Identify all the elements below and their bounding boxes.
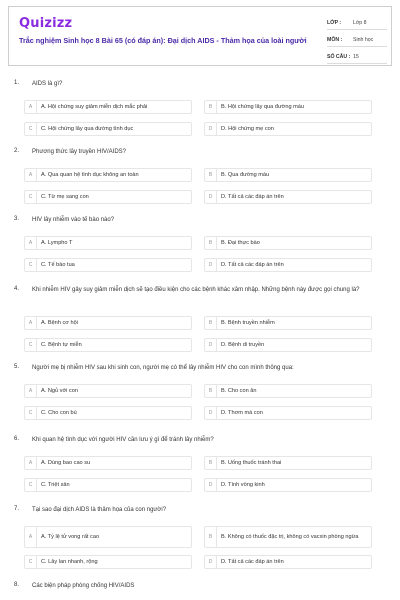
- option-text: A. Hội chứng suy giảm miễn dịch mắc phải: [41, 103, 148, 110]
- option-letter: A: [25, 169, 37, 181]
- option-d[interactable]: [204, 122, 372, 136]
- option-a[interactable]: [24, 316, 192, 330]
- option-text: B. Đại thực bào: [221, 239, 260, 246]
- option-c[interactable]: [24, 406, 192, 420]
- option-text: D. Thơm má con: [221, 409, 263, 416]
- option-c[interactable]: [24, 258, 192, 272]
- option-letter: D: [205, 556, 217, 568]
- question-header: [14, 506, 384, 515]
- option-text: A. Tỷ lệ tử vong rất cao: [41, 533, 100, 540]
- option-c[interactable]: [24, 122, 192, 136]
- question-number: 4.: [14, 286, 20, 292]
- option-letter: C: [25, 123, 37, 135]
- option-letter: A: [25, 101, 37, 113]
- option-letter: D: [205, 407, 217, 419]
- option-text: D. Tất cả các đáp án trên: [221, 558, 284, 565]
- option-text: D. Bệnh di truyền: [221, 341, 265, 348]
- option-c[interactable]: [24, 190, 192, 204]
- option-letter: D: [205, 259, 217, 271]
- meta-subject: [327, 33, 387, 47]
- option-c[interactable]: [24, 555, 192, 569]
- option-letter: B: [205, 385, 217, 397]
- option-letter: C: [25, 339, 37, 351]
- option-text: D. Tính vòng kinh: [221, 481, 265, 488]
- quiz-header: [8, 6, 392, 66]
- meta-count: [327, 50, 387, 64]
- option-letter: B: [205, 237, 217, 249]
- option-letter: B: [205, 457, 217, 469]
- option-letter: B: [205, 527, 217, 547]
- option-text: D. Tất cả các đáp án trên: [221, 261, 284, 268]
- option-a[interactable]: [24, 384, 192, 398]
- option-text: C. Triệt sản: [41, 481, 70, 488]
- option-letter: A: [25, 385, 37, 397]
- option-a[interactable]: [24, 526, 192, 548]
- question-number: 6.: [14, 436, 20, 442]
- option-b[interactable]: [204, 526, 372, 548]
- meta-count-value: 15: [353, 53, 359, 60]
- option-text: B. Qua đường máu: [221, 171, 270, 178]
- question-number: 3.: [14, 216, 20, 222]
- option-d[interactable]: [204, 555, 372, 569]
- option-letter: B: [205, 169, 217, 181]
- question-number: 1.: [14, 80, 20, 86]
- option-text: B. Cho con ăn: [221, 387, 257, 394]
- question-number: 5.: [14, 364, 20, 370]
- option-d[interactable]: [204, 406, 372, 420]
- question-text: Các biện pháp phòng chống HIV/AIDS: [32, 583, 135, 589]
- option-text: C. Từ mẹ sang con: [41, 193, 89, 200]
- question-header: [14, 582, 384, 591]
- question-text: Phương thức lây truyền HIV/AIDS?: [32, 149, 127, 155]
- option-b[interactable]: [204, 168, 372, 182]
- option-letter: B: [205, 317, 217, 329]
- option-text: C. Cho con bú: [41, 409, 77, 416]
- option-text: A. Ngủ với con: [41, 387, 78, 394]
- option-text: A. Lympho T: [41, 239, 73, 246]
- option-letter: C: [25, 556, 37, 568]
- option-letter: D: [205, 339, 217, 351]
- question-header: [14, 286, 384, 295]
- question-text: HIV lây nhiễm vào tế bào nào?: [32, 217, 115, 223]
- question-header: [14, 436, 384, 445]
- option-text: C. Lây lan nhanh, rộng: [41, 558, 98, 565]
- meta-grade-label: LỚP :: [327, 19, 342, 26]
- option-b[interactable]: [204, 384, 372, 398]
- option-text: B. Không có thuốc đặc trị, không có vacxin phòng ngừa: [221, 533, 359, 540]
- option-letter: D: [205, 191, 217, 203]
- option-text: C. Hội chứng lây qua đường tình dục: [41, 125, 134, 132]
- option-a[interactable]: [24, 236, 192, 250]
- option-b[interactable]: [204, 100, 372, 114]
- option-b[interactable]: [204, 236, 372, 250]
- option-letter: C: [25, 191, 37, 203]
- option-letter: C: [25, 479, 37, 491]
- option-text: A. Qua quan hệ tình dục không an toàn: [41, 171, 139, 178]
- question-number: 2.: [14, 148, 20, 154]
- meta-count-label: SỐ CÂU :: [327, 53, 351, 60]
- option-c[interactable]: [24, 338, 192, 352]
- option-text: C. Bệnh tự miễn: [41, 341, 82, 348]
- quiz-title: Trắc nghiệm Sinh học 8 Bài 65 (có đáp án): Đại dịch AIDS - Thảm họa của loài người: [19, 36, 307, 45]
- option-b[interactable]: [204, 456, 372, 470]
- option-text: C. Tế bào tua: [41, 261, 75, 268]
- question-header: [14, 364, 384, 373]
- option-text: B. Bệnh truyền nhiễm: [221, 319, 275, 326]
- question-text: AIDS là gì?: [32, 81, 63, 87]
- question-header: [14, 148, 384, 157]
- option-letter: C: [25, 259, 37, 271]
- meta-grade: [327, 16, 387, 30]
- question-header: [14, 80, 384, 89]
- quizizz-logo[interactable]: Quizizz: [19, 16, 73, 31]
- option-d[interactable]: [204, 338, 372, 352]
- question-number: 7.: [14, 506, 20, 512]
- meta-subject-value: Sinh học: [353, 36, 374, 43]
- option-letter: C: [25, 407, 37, 419]
- option-c[interactable]: [24, 478, 192, 492]
- meta-grade-value: Lớp 8: [353, 19, 367, 26]
- option-d[interactable]: [204, 478, 372, 492]
- option-letter: B: [205, 101, 217, 113]
- option-d[interactable]: [204, 190, 372, 204]
- question-text: Người mẹ bị nhiễm HIV sau khi sinh con, người mẹ có thể lây nhiễm HIV cho con mình thông qua:: [32, 365, 294, 371]
- option-letter: A: [25, 317, 37, 329]
- option-text: B. Uống thuốc tránh thai: [221, 459, 282, 466]
- option-text: D. Hội chứng mẹ con: [221, 125, 274, 132]
- question-number: 8.: [14, 582, 20, 588]
- option-a[interactable]: [24, 168, 192, 182]
- option-letter: A: [25, 527, 37, 547]
- meta-subject-label: MÔN :: [327, 36, 343, 43]
- option-letter: D: [205, 479, 217, 491]
- question-text: Khi nhiễm HIV gây suy giảm miễn dịch sẽ tạo điều kiện cho các bệnh khác xâm nhập. Những bệnh này được gọi chung là?: [32, 287, 360, 293]
- option-b[interactable]: [204, 316, 372, 330]
- question-header: [14, 216, 384, 225]
- quiz-meta: [327, 16, 387, 67]
- option-letter: A: [25, 457, 37, 469]
- option-text: A. Bệnh cơ hội: [41, 319, 78, 326]
- option-text: B. Hội chứng lây qua đường máu: [221, 103, 304, 110]
- option-d[interactable]: [204, 258, 372, 272]
- option-text: A. Dùng bao cao su: [41, 459, 91, 466]
- question-text: Khi quan hệ tình dục với người HIV cần lưu ý gì để tránh lây nhiễm?: [32, 437, 214, 443]
- question-text: Tại sao đại dịch AIDS là thảm họa của con người?: [32, 507, 167, 513]
- option-letter: A: [25, 237, 37, 249]
- option-letter: D: [205, 123, 217, 135]
- option-a[interactable]: [24, 100, 192, 114]
- option-a[interactable]: [24, 456, 192, 470]
- option-text: D. Tất cả các đáp án trên: [221, 193, 284, 200]
